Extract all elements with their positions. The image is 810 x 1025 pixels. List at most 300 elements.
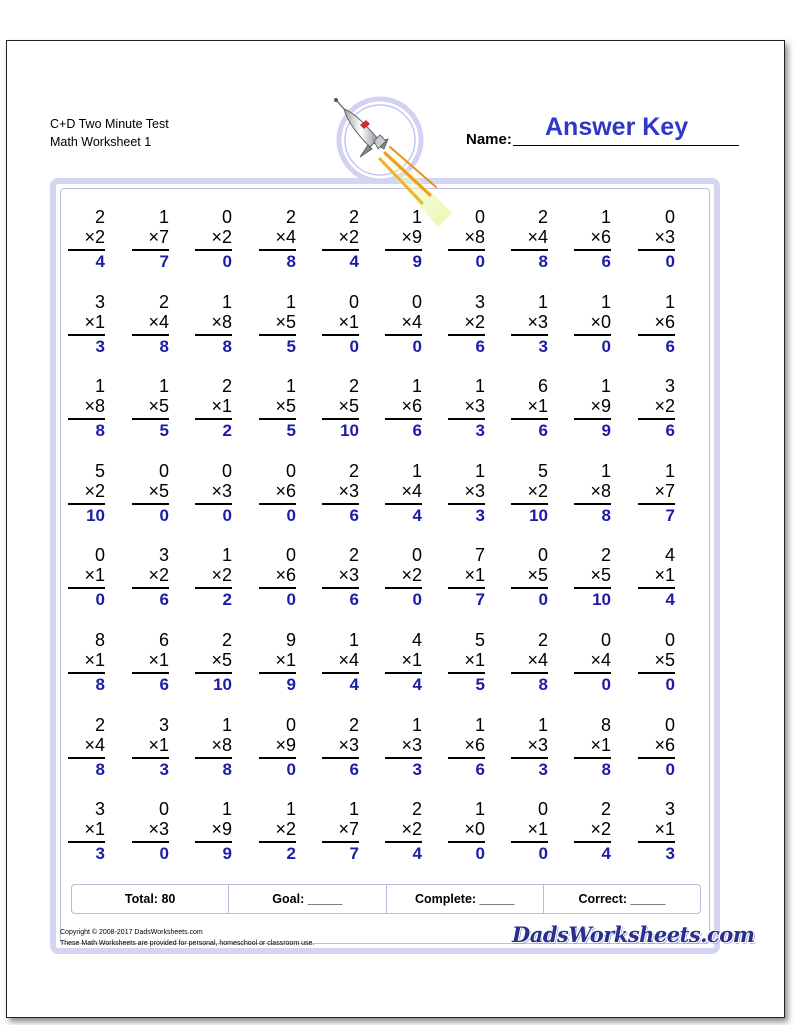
times-sign: × [338,650,349,670]
problem [572,461,626,541]
problem [130,292,184,372]
times-sign: × [148,312,159,332]
multiplicand: 1 [411,715,422,735]
multiplier-value: 6 [664,312,675,332]
answer: 0 [286,760,296,779]
multiplier-value: 2 [158,565,169,585]
problem [383,630,437,710]
times-sign: × [401,650,412,670]
answer: 7 [475,590,485,609]
answer: 0 [222,506,232,525]
problem [509,292,563,372]
multiplier [68,650,105,674]
multiplier [322,819,359,843]
answer: 9 [601,421,611,440]
multiplier-value: 4 [537,227,548,247]
multiplier [68,481,105,505]
times-sign: × [84,565,95,585]
answer: 6 [349,760,359,779]
problem [509,715,563,795]
times-sign: × [211,396,222,416]
times-sign: × [654,650,665,670]
times-sign: × [338,819,349,839]
times-sign: × [654,735,665,755]
answer: 10 [86,506,105,525]
multiplier-value: 2 [664,396,675,416]
multiplicand: 1 [221,715,232,735]
problem [257,799,311,879]
answer: 6 [349,506,359,525]
multiplicand: 0 [158,799,169,819]
problem [446,799,500,879]
multiplicand: 2 [348,461,359,481]
problem [193,545,247,625]
problem [193,461,247,541]
answer: 0 [286,590,296,609]
problem [446,545,500,625]
times-sign: × [84,312,95,332]
multiplier-value: 5 [285,396,296,416]
multiplier [638,735,675,759]
times-sign: × [527,819,538,839]
multiplicand: 3 [474,292,485,312]
answer: 3 [95,337,105,356]
multiplicand: 2 [348,715,359,735]
multiplier [259,481,296,505]
multiplier-value: 1 [600,735,611,755]
answer: 0 [538,844,548,863]
multiplier-value: 7 [348,819,359,839]
times-sign: × [148,481,159,501]
multiplier-value: 3 [537,735,548,755]
times-sign: × [401,227,412,247]
answer: 3 [412,760,422,779]
multiplicand: 1 [285,799,296,819]
times-sign: × [211,650,222,670]
multiplier [132,312,169,336]
problem [572,376,626,456]
problem [66,715,120,795]
times-sign: × [527,227,538,247]
multiplier [68,565,105,589]
multiplier-value: 4 [158,312,169,332]
times-sign: × [84,819,95,839]
name-label: Name: [466,131,512,148]
multiplier-value: 1 [94,819,105,839]
multiplier [132,819,169,843]
multiplicand: 2 [221,630,232,650]
multiplicand: 1 [411,207,422,227]
multiplier [385,227,422,251]
multiplicand: 1 [600,461,611,481]
answer: 5 [475,675,485,694]
problem [130,545,184,625]
answer: 10 [340,421,359,440]
multiplicand: 4 [664,545,675,565]
multiplier [638,565,675,589]
multiplier [195,396,232,420]
times-sign: × [590,650,601,670]
times-sign: × [275,735,286,755]
multiplicand: 1 [221,799,232,819]
multiplier-value: 8 [474,227,485,247]
multiplier [511,481,548,505]
answer: 0 [159,506,169,525]
times-sign: × [211,565,222,585]
problem [193,292,247,372]
multiplier [511,565,548,589]
multiplier [132,650,169,674]
multiplicand: 0 [474,207,485,227]
times-sign: × [527,735,538,755]
answer: 0 [222,252,232,271]
answer: 4 [412,506,422,525]
multiplier-value: 1 [94,312,105,332]
multiplier [195,650,232,674]
problem [130,461,184,541]
problem [572,630,626,710]
problem [320,376,374,456]
problem [320,715,374,795]
multiplier-value: 5 [600,565,611,585]
multiplier [385,819,422,843]
multiplier [638,227,675,251]
multiplicand: 0 [664,715,675,735]
multiplier-value: 4 [348,650,359,670]
multiplier [322,481,359,505]
multiplier [511,396,548,420]
times-sign: × [338,396,349,416]
problem [446,715,500,795]
answer: 4 [95,252,105,271]
times-sign: × [590,481,601,501]
multiplicand: 5 [94,461,105,481]
multiplier [68,396,105,420]
multiplier [385,481,422,505]
times-sign: × [464,481,475,501]
answer: 2 [286,844,296,863]
problem [130,799,184,879]
answer: 3 [538,337,548,356]
multiplicand: 0 [600,630,611,650]
multiplicand: 3 [664,799,675,819]
multiplier [195,819,232,843]
problem [383,545,437,625]
problem [193,376,247,456]
multiplier [448,481,485,505]
total-label: Total: 80 [72,885,229,913]
multiplicand: 2 [94,715,105,735]
multiplier-value: 2 [94,227,105,247]
answer: 6 [538,421,548,440]
answer: 6 [665,337,675,356]
multiplier-value: 4 [537,650,548,670]
times-sign: × [84,735,95,755]
answer: 7 [159,252,169,271]
multiplier [259,396,296,420]
times-sign: × [654,227,665,247]
multiplier [574,227,611,251]
multiplier [68,735,105,759]
multiplier [259,735,296,759]
problem [320,630,374,710]
multiplicand: 2 [348,376,359,396]
multiplier-value: 2 [411,819,422,839]
multiplier-value: 4 [411,312,422,332]
multiplicand: 1 [474,715,485,735]
problem [509,545,563,625]
worksheet-title: C+D Two Minute Test [50,117,169,131]
answer: 6 [475,760,485,779]
goal-label: Goal: _____ [229,885,386,913]
problem [130,207,184,287]
times-sign: × [211,312,222,332]
copyright-text: Copyright © 2008-2017 DadsWorksheets.com [60,929,203,936]
multiplier-value: 1 [348,312,359,332]
times-sign: × [464,735,475,755]
multiplier-value: 1 [94,565,105,585]
multiplier [511,312,548,336]
answer: 6 [475,337,485,356]
multiplicand: 0 [158,461,169,481]
multiplier-value: 6 [285,565,296,585]
times-sign: × [211,819,222,839]
answer: 0 [349,337,359,356]
multiplier [638,481,675,505]
times-sign: × [590,819,601,839]
multiplier-value: 1 [158,650,169,670]
multiplier-value: 1 [664,819,675,839]
multiplier-value: 4 [94,735,105,755]
multiplier-value: 2 [285,819,296,839]
problem [383,376,437,456]
problem [636,461,690,541]
multiplier [638,396,675,420]
multiplier [511,650,548,674]
times-sign: × [590,735,601,755]
multiplier-value: 3 [158,819,169,839]
problem [636,376,690,456]
answer: 8 [601,506,611,525]
multiplicand: 2 [285,207,296,227]
times-sign: × [148,819,159,839]
times-sign: × [654,312,665,332]
answer: 9 [222,844,232,863]
answer: 6 [349,590,359,609]
answer: 8 [222,337,232,356]
problem [383,799,437,879]
problem [130,376,184,456]
multiplier [574,312,611,336]
multiplicand: 0 [348,292,359,312]
multiplier [68,312,105,336]
problem [257,207,311,287]
answer: 10 [592,590,611,609]
multiplier-value: 1 [664,565,675,585]
multiplier [195,565,232,589]
problem [66,630,120,710]
problem [193,207,247,287]
multiplier-value: 2 [348,227,359,247]
multiplier-value: 0 [600,312,611,332]
problem [383,207,437,287]
times-sign: × [527,312,538,332]
answer: 0 [665,675,675,694]
times-sign: × [401,312,412,332]
multiplier [448,819,485,843]
times-sign: × [148,565,159,585]
multiplier-value: 2 [221,227,232,247]
multiplicand: 0 [664,207,675,227]
times-sign: × [401,396,412,416]
multiplier-value: 9 [411,227,422,247]
answer-key-label: Answer Key [545,113,689,141]
times-sign: × [401,819,412,839]
answer: 3 [95,844,105,863]
multiplier-value: 0 [474,819,485,839]
multiplier-value: 6 [474,735,485,755]
problem [572,207,626,287]
times-sign: × [211,227,222,247]
times-sign: × [527,565,538,585]
times-sign: × [527,650,538,670]
multiplicand: 1 [285,292,296,312]
times-sign: × [338,227,349,247]
multiplier [322,312,359,336]
problem [320,461,374,541]
multiplier [68,227,105,251]
multiplicand: 6 [158,630,169,650]
multiplier-value: 1 [94,650,105,670]
problem [66,292,120,372]
multiplier [259,227,296,251]
multiplicand: 1 [221,292,232,312]
problem [257,715,311,795]
multiplier-value: 4 [411,481,422,501]
multiplicand: 0 [285,545,296,565]
multiplier [511,227,548,251]
answer: 10 [529,506,548,525]
answer: 8 [286,252,296,271]
multiplicand: 4 [411,630,422,650]
problem [320,545,374,625]
multiplier-value: 5 [664,650,675,670]
multiplier [385,312,422,336]
problem [257,545,311,625]
answer: 0 [159,844,169,863]
multiplier-value: 5 [537,565,548,585]
problem [509,461,563,541]
multiplicand: 1 [411,376,422,396]
multiplicand: 5 [474,630,485,650]
answer: 5 [286,337,296,356]
answer: 2 [222,421,232,440]
multiplier-value: 5 [285,312,296,332]
multiplicand: 1 [94,376,105,396]
multiplier [574,735,611,759]
multiplicand: 2 [348,545,359,565]
multiplier [195,227,232,251]
multiplier [132,227,169,251]
multiplier-value: 3 [411,735,422,755]
answer: 3 [159,760,169,779]
problem [446,292,500,372]
answer: 4 [412,675,422,694]
multiplicand: 2 [600,545,611,565]
multiplicand: 1 [158,207,169,227]
problem [636,292,690,372]
multiplicand: 6 [537,376,548,396]
multiplier-value: 3 [474,396,485,416]
answer: 7 [665,506,675,525]
multiplier-value: 2 [537,481,548,501]
multiplier [638,819,675,843]
problem [383,461,437,541]
answer: 8 [95,675,105,694]
multiplier [322,650,359,674]
multiplier-value: 7 [664,481,675,501]
multiplier-value: 8 [221,312,232,332]
multiplier-value: 6 [411,396,422,416]
multiplier [448,312,485,336]
multiplier-value: 3 [664,227,675,247]
times-sign: × [338,565,349,585]
multiplier [68,819,105,843]
multiplier [511,735,548,759]
multiplier [448,396,485,420]
multiplier [511,819,548,843]
problem [320,799,374,879]
times-sign: × [464,650,475,670]
multiplicand: 3 [94,292,105,312]
times-sign: × [401,565,412,585]
multiplicand: 0 [411,545,422,565]
multiplicand: 7 [474,545,485,565]
multiplicand: 1 [474,376,485,396]
multiplier-value: 1 [537,396,548,416]
answer: 6 [159,675,169,694]
multiplier [132,565,169,589]
times-sign: × [654,565,665,585]
answer: 9 [286,675,296,694]
multiplicand: 1 [348,799,359,819]
answer: 8 [538,252,548,271]
multiplier-value: 2 [474,312,485,332]
problem [257,376,311,456]
multiplicand: 0 [537,799,548,819]
answer: 5 [159,421,169,440]
answer: 4 [349,675,359,694]
multiplicand: 8 [600,715,611,735]
answer: 4 [412,844,422,863]
multiplier [259,565,296,589]
times-sign: × [590,565,601,585]
multiplier-value: 1 [474,565,485,585]
answer: 5 [286,421,296,440]
multiplier-value: 5 [221,650,232,670]
multiplicand: 2 [158,292,169,312]
times-sign: × [654,481,665,501]
problem [257,292,311,372]
multiplier-value: 1 [285,650,296,670]
answer: 3 [475,421,485,440]
times-sign: × [590,312,601,332]
multiplicand: 1 [600,376,611,396]
answer: 0 [665,760,675,779]
answer: 8 [95,760,105,779]
problem [257,630,311,710]
multiplicand: 0 [664,630,675,650]
